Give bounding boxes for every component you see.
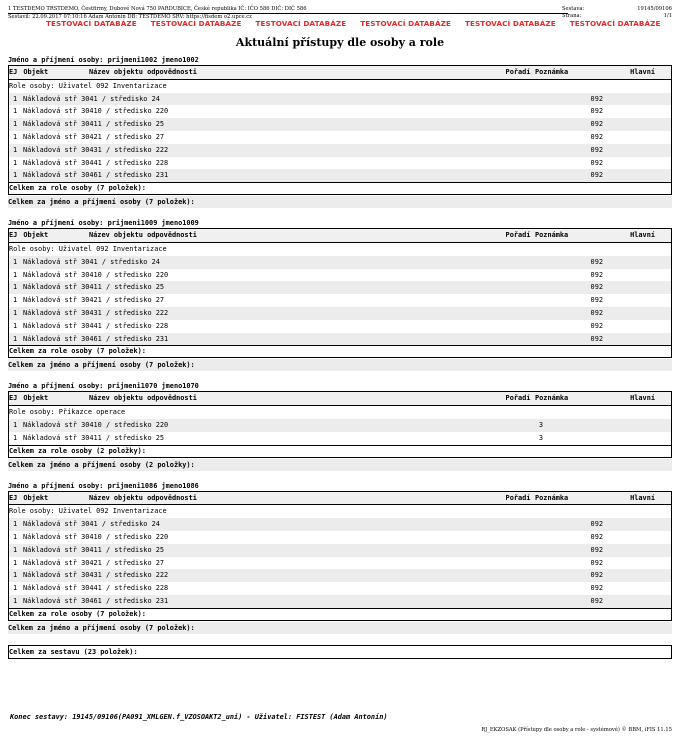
table-row	[9, 157, 671, 170]
person-section	[8, 56, 672, 208]
header-line-2: Sestavil: 22.09.2017 07:10:16 Adam Antonin DB: TESTDEMO SRV: https://fisdem o2.upce.cz	[8, 14, 252, 20]
row-poznamka: 092	[590, 532, 603, 541]
person-section	[8, 382, 672, 470]
row-name: Nákladová stř 30411 / středisko 25	[23, 545, 165, 554]
row-poznamka: 092	[590, 94, 603, 103]
access-table	[8, 391, 672, 457]
row-poznamka: 092	[590, 520, 603, 529]
table-row	[9, 557, 671, 570]
col-ej-label: EJ	[9, 394, 18, 403]
row-name: Nákladová stř 3041 / středisko 24	[23, 94, 160, 103]
table-row	[9, 144, 671, 157]
table-row	[9, 294, 671, 307]
row-ej: 1	[13, 158, 18, 167]
table-row	[9, 432, 671, 445]
row-ej: 1	[13, 571, 18, 580]
table-header	[9, 229, 671, 243]
col-poradi-label: Pořadí	[505, 493, 531, 502]
table-row	[9, 544, 671, 557]
row-poradi	[503, 256, 543, 269]
row-poznamka: 092	[590, 171, 603, 180]
row-name: Nákladová stř 30461 / středisko 231	[23, 171, 169, 180]
row-poznamka: 092	[590, 571, 603, 580]
row-poznamka: 092	[590, 321, 603, 330]
col-objekt-label: Objekt	[23, 231, 49, 240]
col-ej-objekt	[9, 229, 89, 242]
row-poznamka: 092	[590, 257, 603, 266]
header-report-info	[562, 6, 672, 20]
report-title: Aktuální přístupy dle osoby a role	[235, 36, 445, 49]
row-ej: 1	[13, 171, 18, 180]
col-poradi-label: Pořadí	[505, 68, 531, 76]
row-name: Nákladová stř 3041 / středisko 24	[23, 257, 160, 266]
table-row	[9, 518, 671, 531]
sestava-value: 19145/09106	[637, 6, 672, 12]
table-row	[9, 595, 671, 608]
row-name: Nákladová stř 30411 / středisko 25	[23, 433, 165, 442]
row-ej: 1	[13, 145, 18, 154]
row-ej: 1	[13, 433, 18, 442]
person-summary: Celkem za jméno a příjmení osoby (2 položky):	[8, 459, 672, 471]
strana-value: 1/1	[663, 13, 672, 19]
row-ej: 1	[13, 132, 18, 141]
row-poradi	[503, 281, 543, 294]
col-poznamka-label: Poznámka	[535, 231, 569, 240]
row-ej: 1	[13, 94, 18, 103]
row-name: Nákladová stř 30441 / středisko 228	[23, 584, 169, 593]
table-row	[9, 118, 671, 131]
table-header	[9, 392, 671, 406]
table-row	[9, 281, 671, 294]
row-poradi	[503, 557, 543, 570]
col-poznamka-label: Poznámka	[535, 394, 569, 403]
row-ej: 1	[13, 107, 18, 116]
col-poznamka-label: Poznámka	[535, 493, 569, 502]
row-poradi	[503, 157, 543, 170]
row-ej: 1	[13, 584, 18, 593]
person-heading: Jméno a příjmení osoby: prijmeni1009 jmeno1009	[8, 219, 199, 228]
col-poznamka-label: Poznámka	[535, 68, 569, 76]
role-row: Role osoby: Uživatel 092 Inventarizace	[9, 81, 167, 90]
col-nazev-label: Název objektu odpovědnosti	[89, 493, 197, 502]
report-header	[8, 6, 672, 36]
row-ej: 1	[13, 596, 18, 605]
watermark-text: TESTOVACÍ DATABÁZE	[465, 19, 556, 28]
row-ej: 1	[13, 334, 18, 343]
access-table	[8, 65, 672, 195]
col-poradi-label: Pořadí	[505, 394, 531, 403]
row-poradi	[503, 569, 543, 582]
row-poznamka	[543, 419, 603, 432]
row-poznamka: 092	[590, 120, 603, 129]
row-poradi	[503, 169, 543, 182]
row-ej: 1	[13, 420, 18, 429]
row-name: Nákladová stř 30431 / středisko 222	[23, 571, 169, 580]
row-ej: 1	[13, 283, 18, 292]
row-poradi	[503, 144, 543, 157]
table-row	[9, 320, 671, 333]
row-poradi	[503, 93, 543, 106]
table-row	[9, 569, 671, 582]
watermark-text: TESTOVACÍ DATABÁZE	[46, 19, 137, 28]
row-poradi: 3	[538, 420, 543, 429]
row-poznamka: 092	[590, 308, 603, 317]
row-poradi	[503, 544, 543, 557]
row-poradi	[503, 269, 543, 282]
row-poradi	[503, 582, 543, 595]
person-section	[8, 482, 672, 634]
report-sections	[8, 56, 672, 634]
report-total: Celkem za sestavu (23 položek):	[8, 645, 672, 659]
table-row	[9, 105, 671, 118]
col-poradi-label: Pořadí	[505, 231, 531, 240]
row-poradi	[503, 333, 543, 346]
row-poznamka: 092	[590, 596, 603, 605]
sestava-label: Sestava:	[562, 6, 585, 12]
report-end-line: Konec sestavy: 19145/09106(PA091_XMLGEN.f_VZOSOAKT2_uni) - Uživatel: FISTEST (Adam Antonín)	[10, 713, 388, 721]
row-poznamka: 092	[590, 158, 603, 167]
table-row	[9, 531, 671, 544]
row-name: Nákladová stř 30410 / středisko 220	[23, 107, 169, 116]
row-poznamka	[543, 432, 603, 445]
row-poradi	[503, 131, 543, 144]
col-objekt-label: Objekt	[23, 493, 49, 502]
table-row	[9, 256, 671, 269]
col-hlavni-label: Hlavní	[630, 68, 655, 76]
col-ej-objekt	[9, 492, 89, 505]
table-row	[9, 307, 671, 320]
row-name: Nákladová stř 30410 / středisko 220	[23, 532, 169, 541]
row-ej: 1	[13, 321, 18, 330]
row-ej: 1	[13, 532, 18, 541]
col-nazev-label: Název objektu odpovědnosti	[89, 68, 197, 76]
table-row	[9, 269, 671, 282]
col-nazev-label: Název objektu odpovědnosti	[89, 231, 197, 240]
person-summary: Celkem za jméno a příjmení osoby (7 položek):	[8, 359, 672, 371]
col-ej-label: EJ	[9, 231, 18, 240]
watermark-text: TESTOVACÍ DATABÁZE	[360, 19, 451, 28]
watermark-text: TESTOVACÍ DATABÁZE	[150, 19, 242, 28]
row-name: Nákladová stř 30411 / středisko 25	[23, 283, 165, 292]
row-name: Nákladová stř 30431 / středisko 222	[23, 308, 169, 317]
person-heading: Jméno a příjmení osoby: prijmeni1086 jmeno1086	[8, 481, 199, 490]
access-table	[8, 491, 672, 621]
table-row	[9, 93, 671, 106]
table-header	[9, 66, 671, 80]
row-poradi	[503, 118, 543, 131]
report-id: RJ_EKZOSAK (Přístupy dle osoby a role - systémové) © BBM, iFIS 11.15	[481, 727, 672, 733]
person-summary: Celkem za jméno a příjmení osoby (7 položek):	[8, 196, 672, 208]
row-name: Nákladová stř 30410 / středisko 220	[23, 270, 169, 279]
row-ej: 1	[13, 308, 18, 317]
row-poradi	[503, 595, 543, 608]
watermark-text: TESTOVACÍ DATABÁZE	[255, 19, 347, 28]
row-poznamka: 092	[590, 107, 603, 116]
row-name: Nákladová stř 30411 / středisko 25	[23, 120, 165, 129]
person-section	[8, 219, 672, 371]
row-poznamka: 092	[590, 270, 603, 279]
role-summary: Celkem za role osoby (7 položek):	[9, 345, 671, 357]
col-ej-objekt	[9, 392, 89, 405]
row-poznamka: 092	[590, 584, 603, 593]
role-summary: Celkem za role osoby (2 položky):	[9, 445, 671, 457]
col-ej-objekt	[9, 66, 89, 79]
table-row	[9, 131, 671, 144]
row-ej: 1	[13, 270, 18, 279]
row-name: Nákladová stř 3041 / středisko 24	[23, 520, 160, 529]
table-row	[9, 419, 671, 432]
col-hlavni-label: Hlavní	[630, 394, 655, 403]
row-ej: 1	[13, 520, 18, 529]
watermark-text: TESTOVACÍ DATABÁZE	[569, 19, 661, 28]
row-poznamka: 092	[590, 145, 603, 154]
row-poradi	[503, 307, 543, 320]
strana-label: Strana:	[562, 13, 582, 19]
row-poradi	[503, 294, 543, 307]
table-row	[9, 333, 671, 346]
col-objekt-label: Objekt	[23, 394, 49, 403]
role-row: Role osoby: Uživatel 092 Inventarizace	[9, 507, 167, 516]
row-poradi	[503, 531, 543, 544]
table-header	[9, 492, 671, 506]
role-row: Role osoby: Uživatel 092 Inventarizace	[9, 244, 167, 253]
row-poznamka: 092	[590, 283, 603, 292]
row-name: Nákladová stř 30421 / středisko 27	[23, 132, 165, 141]
row-name: Nákladová stř 30461 / středisko 231	[23, 596, 169, 605]
row-poznamka: 092	[590, 334, 603, 343]
row-ej: 1	[13, 558, 18, 567]
row-name: Nákladová stř 30461 / středisko 231	[23, 334, 169, 343]
row-poradi	[503, 320, 543, 333]
row-name: Nákladová stř 30431 / středisko 222	[23, 145, 169, 154]
col-hlavni-label: Hlavní	[630, 493, 655, 502]
test-database-banner	[46, 20, 675, 27]
row-poznamka: 092	[590, 132, 603, 141]
row-poradi	[503, 105, 543, 118]
row-ej: 1	[13, 257, 18, 266]
row-name: Nákladová stř 30441 / středisko 228	[23, 321, 169, 330]
role-row: Role osoby: Příkazce operace	[9, 408, 126, 417]
col-nazev-label: Název objektu odpovědnosti	[89, 394, 197, 403]
row-poradi: 3	[538, 433, 543, 442]
col-ej-label: EJ	[9, 493, 18, 502]
table-row	[9, 169, 671, 182]
header-line-1: 1 TESTDEMO TRSTDEMO, Čestfirmy, Dubové Nová 750 PARDUBICE, České republika IČ: IČO 586 DIČ: DIČ 586	[8, 6, 568, 14]
col-hlavni-label: Hlavní	[630, 231, 655, 240]
role-summary: Celkem za role osoby (7 položek):	[9, 182, 671, 194]
person-heading: Jméno a příjmení osoby: prijmeni1002 jmeno1002	[8, 56, 199, 64]
row-poznamka: 092	[590, 296, 603, 305]
person-summary: Celkem za jméno a příjmení osoby (7 položek):	[8, 622, 672, 634]
role-summary: Celkem za role osoby (7 položek):	[9, 608, 671, 620]
row-name: Nákladová stř 30410 / středisko 220	[23, 420, 169, 429]
report-page	[8, 6, 672, 659]
access-table	[8, 228, 672, 358]
row-name: Nákladová stř 30421 / středisko 27	[23, 296, 165, 305]
row-poznamka: 092	[590, 545, 603, 554]
person-heading: Jméno a příjmení osoby: prijmeni1070 jmeno1070	[8, 382, 199, 391]
row-ej: 1	[13, 120, 18, 129]
row-name: Nákladová stř 30421 / středisko 27	[23, 558, 165, 567]
row-poradi	[503, 518, 543, 531]
row-name: Nákladová stř 30441 / středisko 228	[23, 158, 169, 167]
row-poznamka: 092	[590, 558, 603, 567]
row-ej: 1	[13, 545, 18, 554]
row-ej: 1	[13, 296, 18, 305]
col-objekt-label: Objekt	[23, 68, 49, 76]
col-ej-label: EJ	[9, 68, 18, 76]
table-row	[9, 582, 671, 595]
